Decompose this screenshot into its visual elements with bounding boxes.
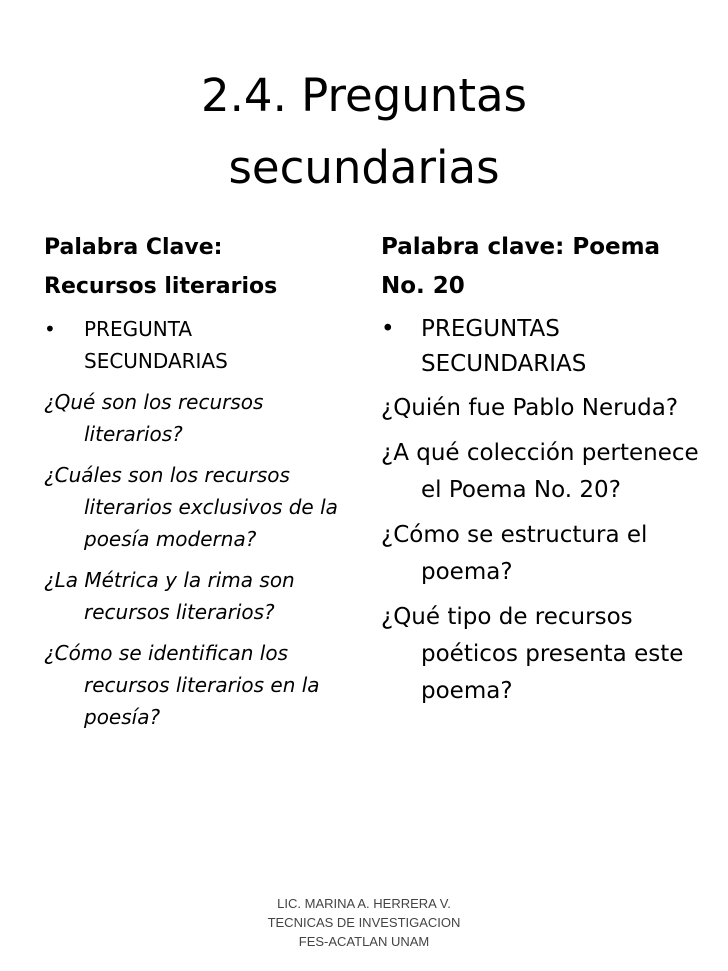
footer-line2: TECNICAS DE INVESTIGACION [267, 915, 461, 930]
left-column [44, 228, 362, 733]
right-column [381, 228, 711, 710]
slide-title-line2: secundarias [228, 141, 500, 194]
right-heading-line1: Palabra clave: Poema [381, 234, 661, 260]
bullet-dot-icon: • [44, 317, 56, 341]
right-bullet-line1: PREGUNTAS [421, 316, 560, 342]
right-question-3: ¿Cómo se estructura el poema? [381, 522, 648, 585]
slide-title-line1: 2.4. Preguntas [201, 69, 527, 122]
footer [0, 894, 728, 951]
left-bullet-line1: PREGUNTA [84, 317, 193, 341]
left-bullet-line2: SECUNDARIAS [84, 349, 228, 373]
right-question-1: ¿Quién fue Pablo Neruda? [381, 395, 679, 421]
left-heading-line2: Recursos literarios [44, 274, 278, 299]
footer-line1: LIC. MARINA A. HERRERA V. [277, 896, 451, 911]
right-bullet-line2: SECUNDARIAS [421, 351, 587, 377]
right-question-2: ¿A qué colección pertenece el Poema No. 20? [381, 440, 699, 503]
left-question-3: ¿La Métrica y la rima son recursos literarios? [44, 568, 295, 624]
left-bullet [44, 313, 362, 377]
right-bullet [381, 312, 711, 382]
footer-line3: FES-ACATLAN UNAM [298, 934, 430, 949]
right-heading [381, 228, 711, 306]
left-question-2: ¿Cuáles son los recursos literarios exclusivos de la poesía moderna? [44, 463, 338, 551]
right-question-4: ¿Qué tipo de recursos poéticos presenta este poema? [381, 604, 684, 704]
right-heading-line2: No. 20 [381, 273, 465, 299]
bullet-dot-icon: • [381, 316, 395, 342]
left-question-4: ¿Cómo se identifican los recursos literarios en la poesía? [44, 641, 320, 729]
left-heading [44, 228, 362, 306]
left-question-1: ¿Qué son los recursos literarios? [44, 390, 264, 446]
slide-title [0, 60, 728, 204]
left-heading-line1: Palabra Clave: [44, 235, 223, 260]
